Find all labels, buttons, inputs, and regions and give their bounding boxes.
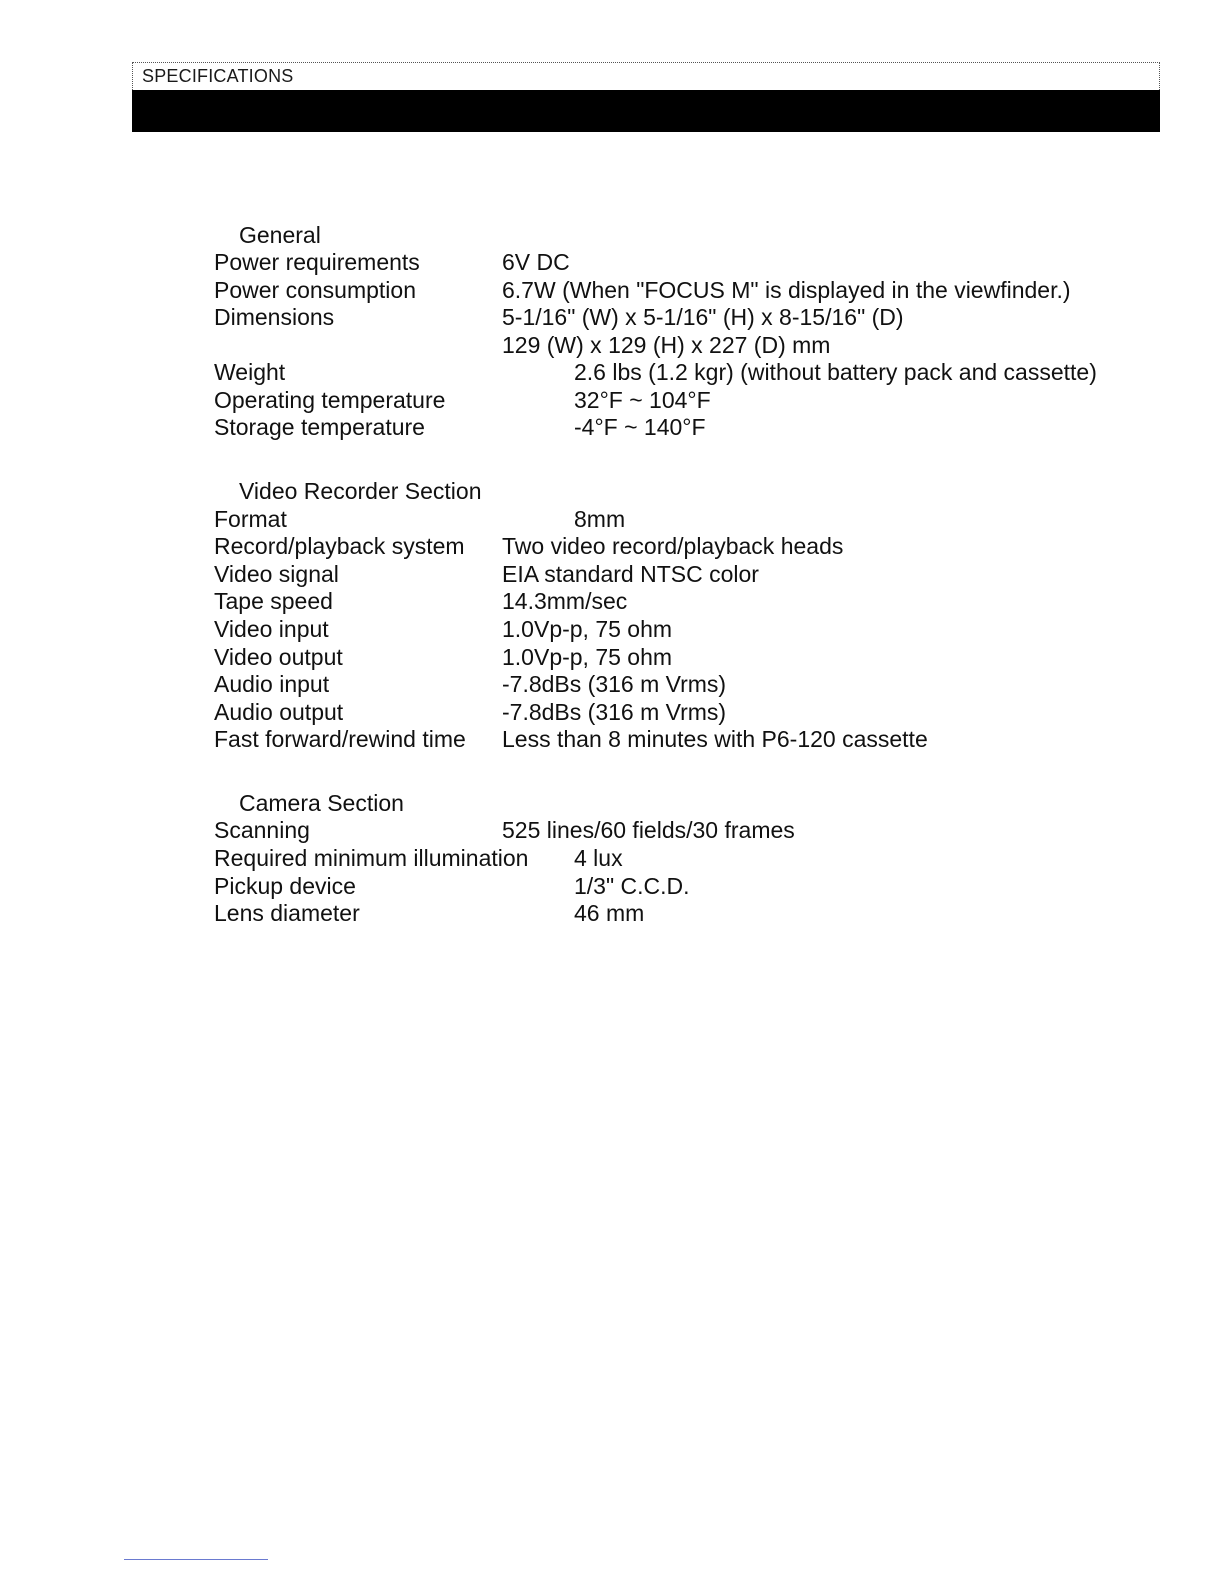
spec-label-lens-diameter: Lens diameter: [214, 900, 360, 926]
spec-label-video-signal: Video signal: [214, 561, 339, 587]
spec-label-operating-temperature: Operating temperature: [214, 387, 446, 413]
section-title-video-recorder: Video Recorder Section: [239, 478, 482, 504]
spec-value-lens-diameter: 46 mm: [574, 900, 645, 926]
spec-label-audio-output: Audio output: [214, 699, 344, 725]
spec-label-tape-speed: Tape speed: [214, 588, 333, 614]
spec-label-audio-input: Audio input: [214, 671, 330, 697]
spec-value-audio-input: -7.8dBs (316 m Vrms): [502, 671, 727, 697]
spec-value-audio-output: -7.8dBs (316 m Vrms): [502, 699, 727, 725]
spec-value-record-playback-system: Two video record/playback heads: [502, 533, 844, 559]
spec-value-video-input: 1.0Vp-p, 75 ohm: [502, 616, 673, 642]
spec-label-required-minimum-illumination: Required minimum illumination: [214, 845, 529, 871]
spec-label-dimensions: Dimensions: [214, 304, 335, 330]
spec-label-format: Format: [214, 506, 287, 532]
spec-value-video-output: 1.0Vp-p, 75 ohm: [502, 644, 673, 670]
spec-value-power-consumption: 6.7W (When "FOCUS M" is displayed in the viewfinder.): [502, 277, 1071, 303]
footer-rule: [124, 1559, 268, 1560]
spec-label-pickup-device: Pickup device: [214, 873, 356, 899]
spec-value-required-minimum-illumination: 4 lux: [574, 845, 623, 871]
spec-label-scanning: Scanning: [214, 817, 310, 843]
spec-label-fast-forward-rewind-time: Fast forward/rewind time: [214, 726, 466, 752]
spec-label-video-output: Video output: [214, 644, 343, 670]
spec-value-scanning: 525 lines/60 fields/30 frames: [502, 817, 795, 843]
spec-label-record-playback-system: Record/playback system: [214, 533, 465, 559]
spec-value-power-requirements: 6V DC: [502, 249, 570, 275]
spec-value-pickup-device: 1/3" C.C.D.: [574, 873, 690, 899]
page-title: SPECIFICATIONS: [142, 66, 294, 86]
spec-value-fast-forward-rewind-time: Less than 8 minutes with P6-120 cassette: [502, 726, 928, 752]
spec-value-format: 8mm: [574, 506, 626, 532]
spec-value-dimensions-in: 5-1/16" (W) x 5-1/16" (H) x 8-15/16" (D): [502, 304, 904, 330]
spec-value-weight: 2.6 lbs (1.2 kgr) (without battery pack and cassette): [574, 359, 1097, 385]
section-title-camera: Camera Section: [239, 790, 404, 816]
spec-label-power-consumption: Power consumption: [214, 277, 416, 303]
spec-value-operating-temperature: 32°F ~ 104°F: [574, 387, 711, 413]
header-bar: [132, 90, 1160, 132]
spec-value-storage-temperature: -4°F ~ 140°F: [574, 414, 706, 440]
spec-label-power-requirements: Power requirements: [214, 249, 420, 275]
spec-value-video-signal: EIA standard NTSC color: [502, 561, 759, 587]
spec-value-tape-speed: 14.3mm/sec: [502, 588, 628, 614]
section-title-general: General: [239, 222, 321, 248]
spec-label-storage-temperature: Storage temperature: [214, 414, 425, 440]
spec-label-weight: Weight: [214, 359, 286, 385]
spec-label-video-input: Video input: [214, 616, 329, 642]
spec-value-dimensions-mm: 129 (W) x 129 (H) x 227 (D) mm: [502, 332, 831, 358]
